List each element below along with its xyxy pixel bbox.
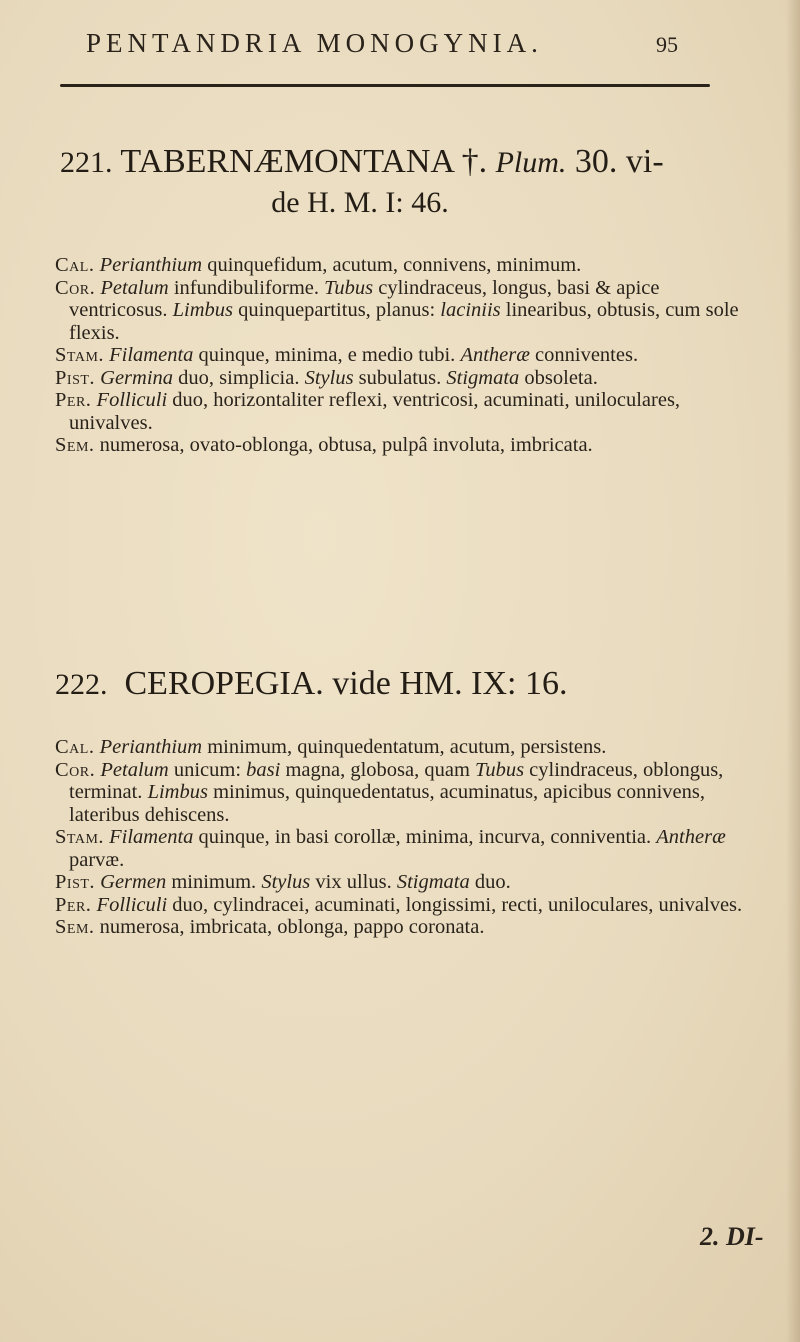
genus-name: TABERNÆMONTANA †. (120, 143, 488, 180)
genus-reference: Plum. (495, 146, 567, 179)
entry-pericarp: Per. Folliculi duo, horizontaliter reflexi, ventricosi, acuminati, uniloculares, univalves. (55, 389, 681, 434)
entry-stamens: Stam. Filamenta quinque, in basi corollæ, minima, incurva, conniventia. Antheræ parvæ. (55, 826, 726, 871)
genus-heading-221 (60, 142, 664, 223)
header-rule (60, 84, 710, 87)
entry-seeds: Sem. numerosa, ovato-oblonga, obtusa, pulpâ involuta, imbricata. (55, 434, 593, 456)
entry-stamens: Stam. Filamenta quinque, minima, e medio tubi. Antheræ conniventes. (55, 344, 639, 366)
genus-heading-line2: de H. M. I: 46. (271, 186, 449, 219)
page-number: 95 (656, 32, 678, 57)
page-edge-shadow (786, 0, 800, 1342)
genus-reference-rest: 30. vi- (566, 143, 664, 180)
entry-pistil: Pist. Germen minimum. Stylus vix ullus. Stigmata duo. (55, 871, 511, 893)
header-title: PENTANDRIA MONOGYNIA. (86, 28, 543, 58)
entry-calyx: Cal. Perianthium minimum, quinquedentatum, acutum, persistens. (55, 736, 607, 758)
genus-number: 222. (55, 668, 108, 701)
genus-description-222 (55, 736, 745, 939)
genus-description-221 (55, 254, 745, 457)
entry-pericarp: Per. Folliculi duo, cylindracei, acuminati, longissimi, recti, uniloculares, univalves. (55, 893, 743, 916)
genus-reference-rest: vide HM. IX: 16. (323, 665, 568, 702)
entry-calyx: Cal. Perianthium quinquefidum, acutum, connivens, minimum. (55, 254, 582, 276)
entry-corolla: Cor. Petalum infundibuliforme. Tubus cylindraceus, longus, basi & apice ventricosus. Limbus quinquepartitus, planus: laciniis linearibus, obtusis, cum sole flexis. (55, 276, 739, 344)
entry-seeds: Sem. numerosa, imbricata, oblonga, pappo coronata. (55, 916, 485, 938)
genus-heading-222 (55, 664, 567, 705)
genus-name: CEROPEGIA. (124, 665, 324, 702)
entry-pistil: Pist. Germina duo, simplicia. Stylus subulatus. Stigmata obsoleta. (55, 366, 598, 389)
entry-corolla: Cor. Petalum unicum: basi magna, globosa, quam Tubus cylindraceus, oblongus, terminat. Limbus minimus, quinquedentatus, acuminatus, apicibus connivens, lateribus dehiscens. (55, 758, 724, 826)
catchword: 2. DI- (700, 1222, 764, 1251)
genus-number: 221. (60, 146, 113, 179)
